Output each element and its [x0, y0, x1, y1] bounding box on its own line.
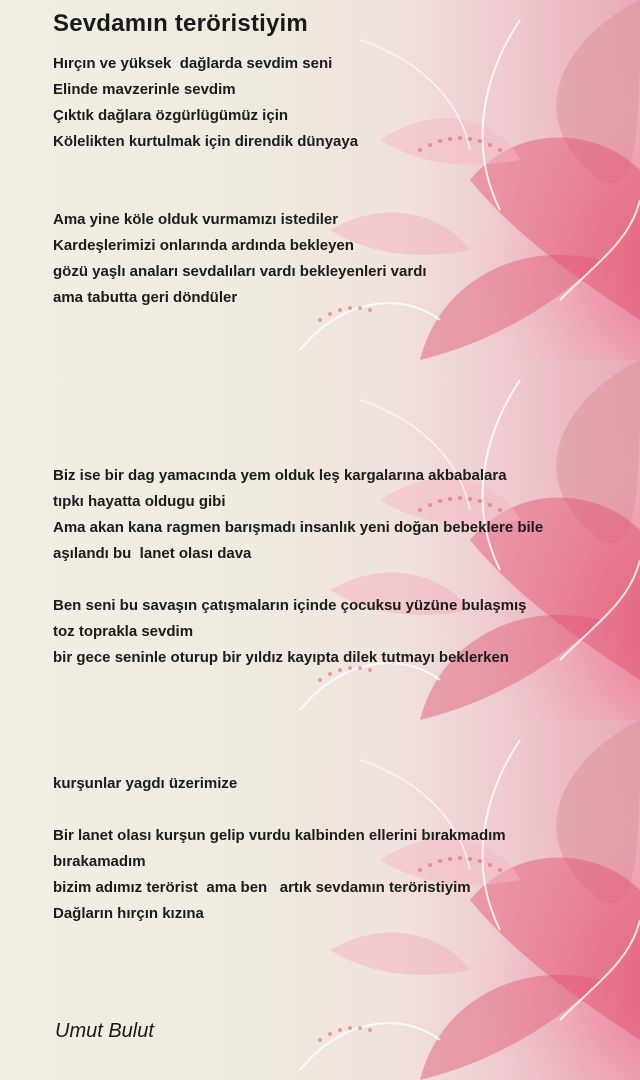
poem-line: aşılandı bu lanet olası dava	[53, 545, 252, 562]
poem-stanza	[53, 207, 427, 311]
poem-line: Ben seni bu savaşın çatışmaların içinde çocuksu yüzüne bulaşmış	[53, 597, 527, 614]
poem-stanza	[53, 51, 358, 155]
poem-line: tıpkı hayatta oldugu gibi	[53, 493, 226, 510]
poem-line: kurşunlar yagdı üzerimize	[53, 775, 238, 792]
poem-line: Ama akan kana ragmen barışmadı insanlık yeni doğan bebeklere bile	[53, 519, 544, 536]
poem-line: Ama yine köle olduk vurmamızı istediler	[53, 211, 339, 228]
poem-title: Sevdamın teröristiyim	[53, 10, 308, 37]
poem-line: bir gece seninle oturup bir yıldız kayıpta dilek tutmayı beklerken	[53, 649, 509, 666]
poem-author: Umut Bulut	[55, 1020, 154, 1042]
poem-stanza	[53, 823, 506, 927]
poem-stanza	[53, 593, 527, 671]
poem-line: Bir lanet olası kurşun gelip vurdu kalbinden ellerini bırakmadım	[53, 827, 506, 844]
poem-line: ama tabutta geri döndüler	[53, 289, 238, 306]
poem-line: bırakamadım	[53, 853, 146, 870]
poem-line: Dağların hırçın kızına	[53, 905, 204, 922]
poem-line: toz toprakla sevdim	[53, 623, 194, 640]
poem-line: Biz ise bir dag yamacında yem olduk leş kargalarına akbabalara	[53, 467, 507, 484]
poem-line: Kardeşlerimizi onlarında ardında bekleyen	[53, 237, 354, 254]
poem-line: Elinde mavzerinle sevdim	[53, 81, 236, 98]
poem-line: gözü yaşlı anaları sevdalıları vardı bekleyenleri vardı	[53, 263, 427, 280]
poem-stanza	[53, 463, 543, 567]
poem-line: Kölelikten kurtulmak için direndik dünyaya	[53, 133, 359, 150]
poem-line: Çıktık dağlara özgürlügümüz için	[53, 107, 289, 124]
poem-line: bizim adımız terörist ama ben artık sevdamın teröristiyim	[53, 879, 471, 896]
poem-stanza	[53, 771, 237, 797]
poem-line: Hırçın ve yüksek dağlarda sevdim seni	[53, 55, 333, 72]
